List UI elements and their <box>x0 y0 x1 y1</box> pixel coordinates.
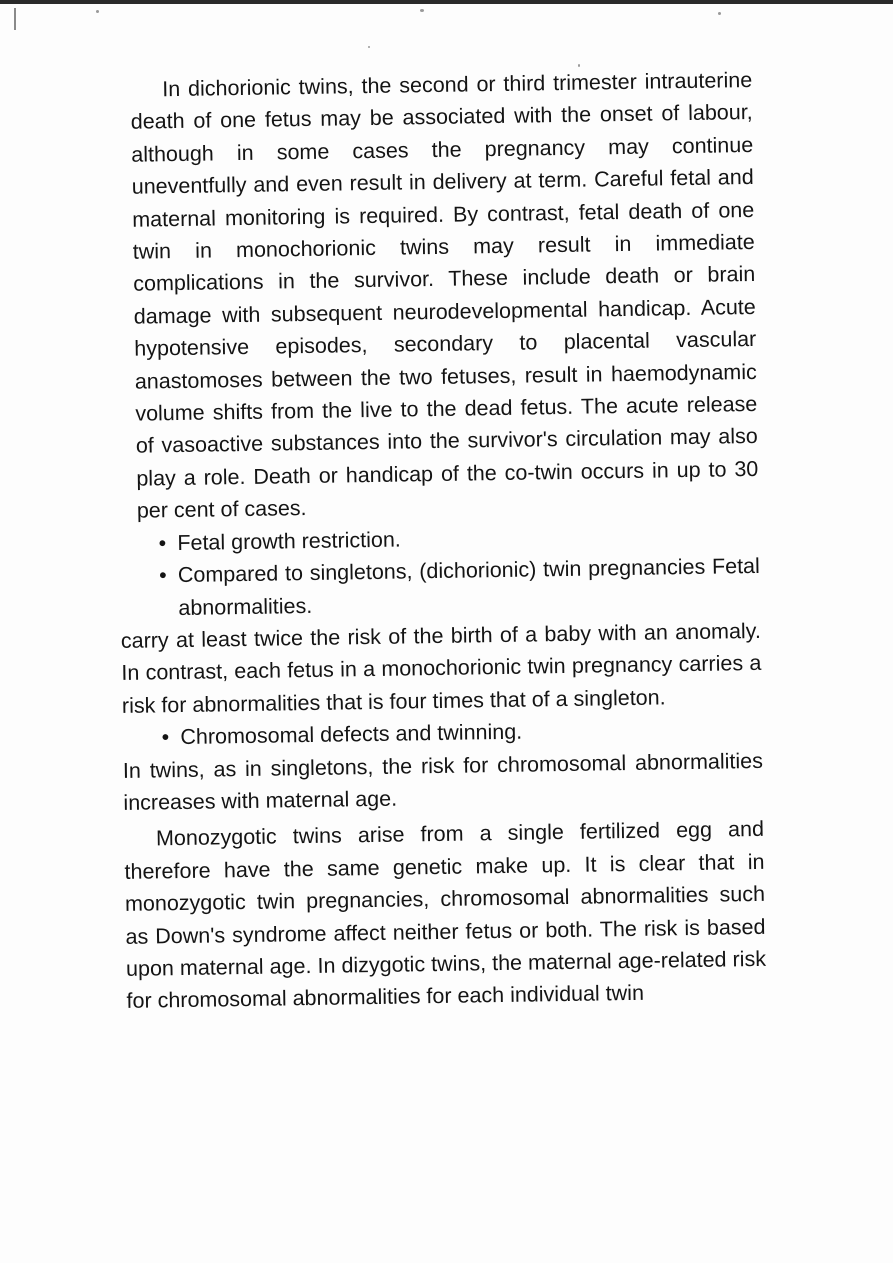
bullet-icon: • <box>158 563 167 588</box>
bullet-text: Fetal growth restriction. <box>177 527 401 555</box>
scan-speck <box>420 9 424 12</box>
scan-speck <box>368 46 370 48</box>
scan-speck <box>718 12 721 15</box>
paragraph-chromosomal-risk: In twins, as in singletons, the risk for chromosomal abnormalities increases with maternal age. <box>122 748 764 815</box>
bullet-icon: • <box>161 725 170 750</box>
scan-edge <box>0 0 893 4</box>
paragraph-anomaly-risk: carry at least twice the risk of the birth of a baby with an anomaly. In contrast, each fetus in a monochorionic twin pregnancy carries a risk for abnormalities that is four times that of a singleton. <box>120 618 762 718</box>
bullet-text: Compared to singletons, (dichorionic) twin pregnancies Fetal abnormalities. <box>177 553 760 620</box>
paragraph-dichorionic-twins: In dichorionic twins, the second or third trimester intrauterine death of one fetus may be associated with the onset of labour, although in some cases the pregnancy may continue uneventfully and even result in delivery at term. Careful fetal and maternal monitoring is required. By contrast, fetal death of one twin in monochorionic twins may result in immediate complications in the survivor. These include death or brain damage with subsequent neurodevelopmental handicap. Acute hypotensive episodes, secondary to placental vascular anastomoses between the two fetuses, result in haemodynamic volume shifts from the live to the dead fetus. The acute release of vasoactive substances into the survivor's circulation may also play a role. Death or handicap of the co-twin occurs in up to 30 per cent of cases. <box>130 67 759 523</box>
scan-mark <box>14 8 16 30</box>
bullet-text: Chromosomal defects and twinning. <box>180 719 523 750</box>
scan-speck <box>96 10 99 13</box>
paragraph-monozygotic-twins: Monozygotic twins arise from a single fertilized egg and therefore have the same genetic make up. It is clear that in monozygotic twin pregnancies, chromosomal abnormalities such as Down's syndrome affect neither fetus or both. The risk is based upon maternal age. In dizygotic twins, the maternal age-related risk for chromosomal abnormalities for each individual twin <box>124 817 767 1014</box>
body-text <box>112 64 767 1018</box>
bullet-icon: • <box>158 530 167 556</box>
bullet-list-1 <box>119 518 760 625</box>
list-item <box>156 550 761 624</box>
